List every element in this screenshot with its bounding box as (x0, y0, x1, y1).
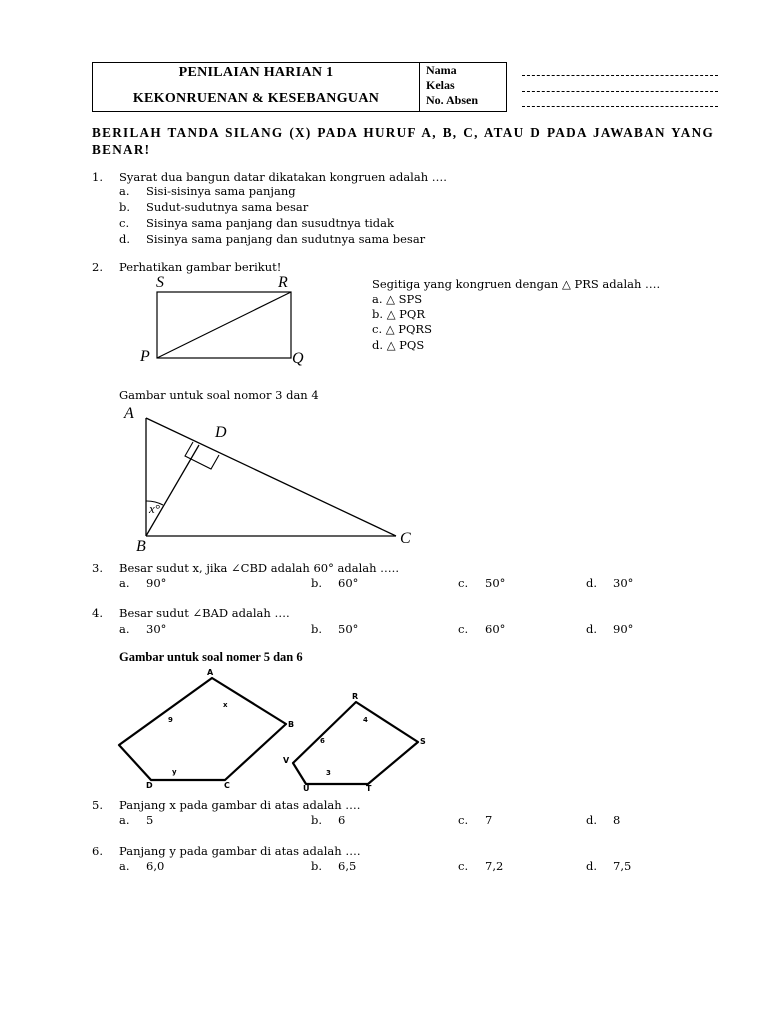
q5-text: Panjang x pada gambar di atas adalah …. (119, 798, 361, 812)
q6-option-b-letter[interactable]: b. (311, 859, 323, 873)
name-label: Nama (426, 63, 457, 77)
label-b: B (136, 538, 146, 555)
q5-option-a[interactable]: 5 (146, 813, 154, 827)
q6-option-d-letter[interactable]: d. (586, 859, 598, 873)
q3-option-a[interactable]: 90° (146, 576, 167, 590)
q1-option-b-letter[interactable]: b. (119, 200, 131, 214)
q1-text: Syarat dua bangun datar dikatakan kongruen adalah …. (119, 170, 447, 184)
fig56-caption: Gambar untuk soal nomer 5 dan 6 (119, 650, 303, 664)
label-side-x: x (223, 701, 228, 709)
label-pent-s: S (420, 737, 426, 746)
q4-option-d-letter[interactable]: d. (586, 622, 598, 636)
label-q: Q (292, 350, 304, 367)
q6-option-b[interactable]: 6,5 (338, 859, 357, 873)
label-side-4: 4 (363, 716, 368, 724)
q4-number: 4. (92, 606, 103, 620)
fig34-caption: Gambar untuk soal nomor 3 dan 4 (119, 388, 319, 402)
q5-option-b[interactable]: 6 (338, 813, 346, 827)
q5-option-d[interactable]: 8 (613, 813, 621, 827)
q3-option-d[interactable]: 30° (613, 576, 634, 590)
label-s: S (156, 274, 164, 291)
label-p: P (140, 348, 150, 365)
label-pent-r: R (352, 692, 359, 701)
q1-number: 1. (92, 170, 103, 184)
q4-option-a[interactable]: 30° (146, 622, 167, 636)
pentagon-rstuv (293, 702, 418, 784)
q4-option-b[interactable]: 50° (338, 622, 359, 636)
q2-option-c[interactable]: c. △ PQRS (372, 322, 432, 336)
q6-text: Panjang y pada gambar di atas adalah …. (119, 844, 361, 858)
q3-option-c-letter[interactable]: c. (458, 576, 469, 590)
label-pent-c: C (224, 781, 230, 790)
pentagon-abcde (119, 678, 286, 780)
q3-text: Besar sudut x, jika ∠CBD adalah 60° adalah ….. (119, 561, 399, 575)
q6-number: 6. (92, 844, 103, 858)
label-pent-d: D (146, 781, 153, 790)
q4-option-b-letter[interactable]: b. (311, 622, 323, 636)
q3-number: 3. (92, 561, 103, 575)
q3-option-d-letter[interactable]: d. (586, 576, 598, 590)
q1-option-d-letter[interactable]: d. (119, 232, 131, 246)
label-pent-a: A (207, 668, 214, 677)
page-subtitle: KEKONRUENAN & KESEBANGUAN (132, 91, 380, 106)
label-pent-v: V (283, 756, 290, 765)
q6-option-a[interactable]: 6,0 (146, 859, 165, 873)
label-angle-x: x° (149, 501, 160, 516)
q5-option-a-letter[interactable]: a. (119, 813, 130, 827)
q6-option-c-letter[interactable]: c. (458, 859, 469, 873)
label-side-y: y (172, 768, 177, 776)
q1-option-a[interactable]: Sisi-sisinya sama panjang (146, 184, 296, 198)
q2-question: Segitiga yang kongruen dengan △ PRS adalah …. (372, 277, 661, 291)
label-r: R (278, 274, 288, 291)
class-label: Kelas (426, 78, 455, 92)
q3-option-c[interactable]: 50° (485, 576, 506, 590)
label-side-6: 6 (320, 737, 325, 745)
q4-option-c-letter[interactable]: c. (458, 622, 469, 636)
q2-text: Perhatikan gambar berikut! (119, 260, 282, 274)
q3-option-a-letter[interactable]: a. (119, 576, 130, 590)
q5-number: 5. (92, 798, 103, 812)
q1-option-a-letter[interactable]: a. (119, 184, 130, 198)
page-title: PENILAIAN HARIAN 1 (178, 65, 334, 80)
q6-option-a-letter[interactable]: a. (119, 859, 130, 873)
label-c: C (400, 530, 411, 547)
label-side-3: 3 (326, 769, 331, 777)
q5-option-d-letter[interactable]: d. (586, 813, 598, 827)
q4-option-d[interactable]: 90° (613, 622, 634, 636)
q2-option-b[interactable]: b. △ PQR (372, 307, 426, 321)
q5-option-b-letter[interactable]: b. (311, 813, 323, 827)
q2-option-a[interactable]: a. △ SPS (372, 292, 423, 306)
q6-option-c[interactable]: 7,2 (485, 859, 504, 873)
q4-text: Besar sudut ∠BAD adalah …. (119, 606, 290, 620)
label-a: A (124, 405, 134, 422)
instruction: BERILAH TANDA SILANG (X) PADA HURUF A, B, C, ATAU D PADA JAWABAN YANG BENAR! (92, 125, 714, 157)
q6-option-d[interactable]: 7,5 (613, 859, 632, 873)
label-pent-u: U (303, 784, 310, 793)
label-d: D (215, 424, 227, 441)
q2-number: 2. (92, 260, 103, 274)
q3-option-b-letter[interactable]: b. (311, 576, 323, 590)
label-pent-t: T (366, 784, 372, 793)
q1-option-d[interactable]: Sisinya sama panjang dan sudutnya sama besar (146, 232, 426, 246)
q2-option-d[interactable]: d. △ PQS (372, 338, 425, 352)
q5-option-c[interactable]: 7 (485, 813, 493, 827)
label-pent-b: B (288, 720, 295, 729)
q4-option-c[interactable]: 60° (485, 622, 506, 636)
q1-option-c[interactable]: Sisinya sama panjang dan susudtnya tidak (146, 216, 394, 230)
q4-option-a-letter[interactable]: a. (119, 622, 130, 636)
q3-option-b[interactable]: 60° (338, 576, 359, 590)
q5-option-c-letter[interactable]: c. (458, 813, 469, 827)
absen-label: No. Absen (426, 93, 479, 107)
q1-option-b[interactable]: Sudut-sudutnya sama besar (146, 200, 309, 214)
q1-option-c-letter[interactable]: c. (119, 216, 130, 230)
label-side-9: 9 (168, 716, 173, 724)
